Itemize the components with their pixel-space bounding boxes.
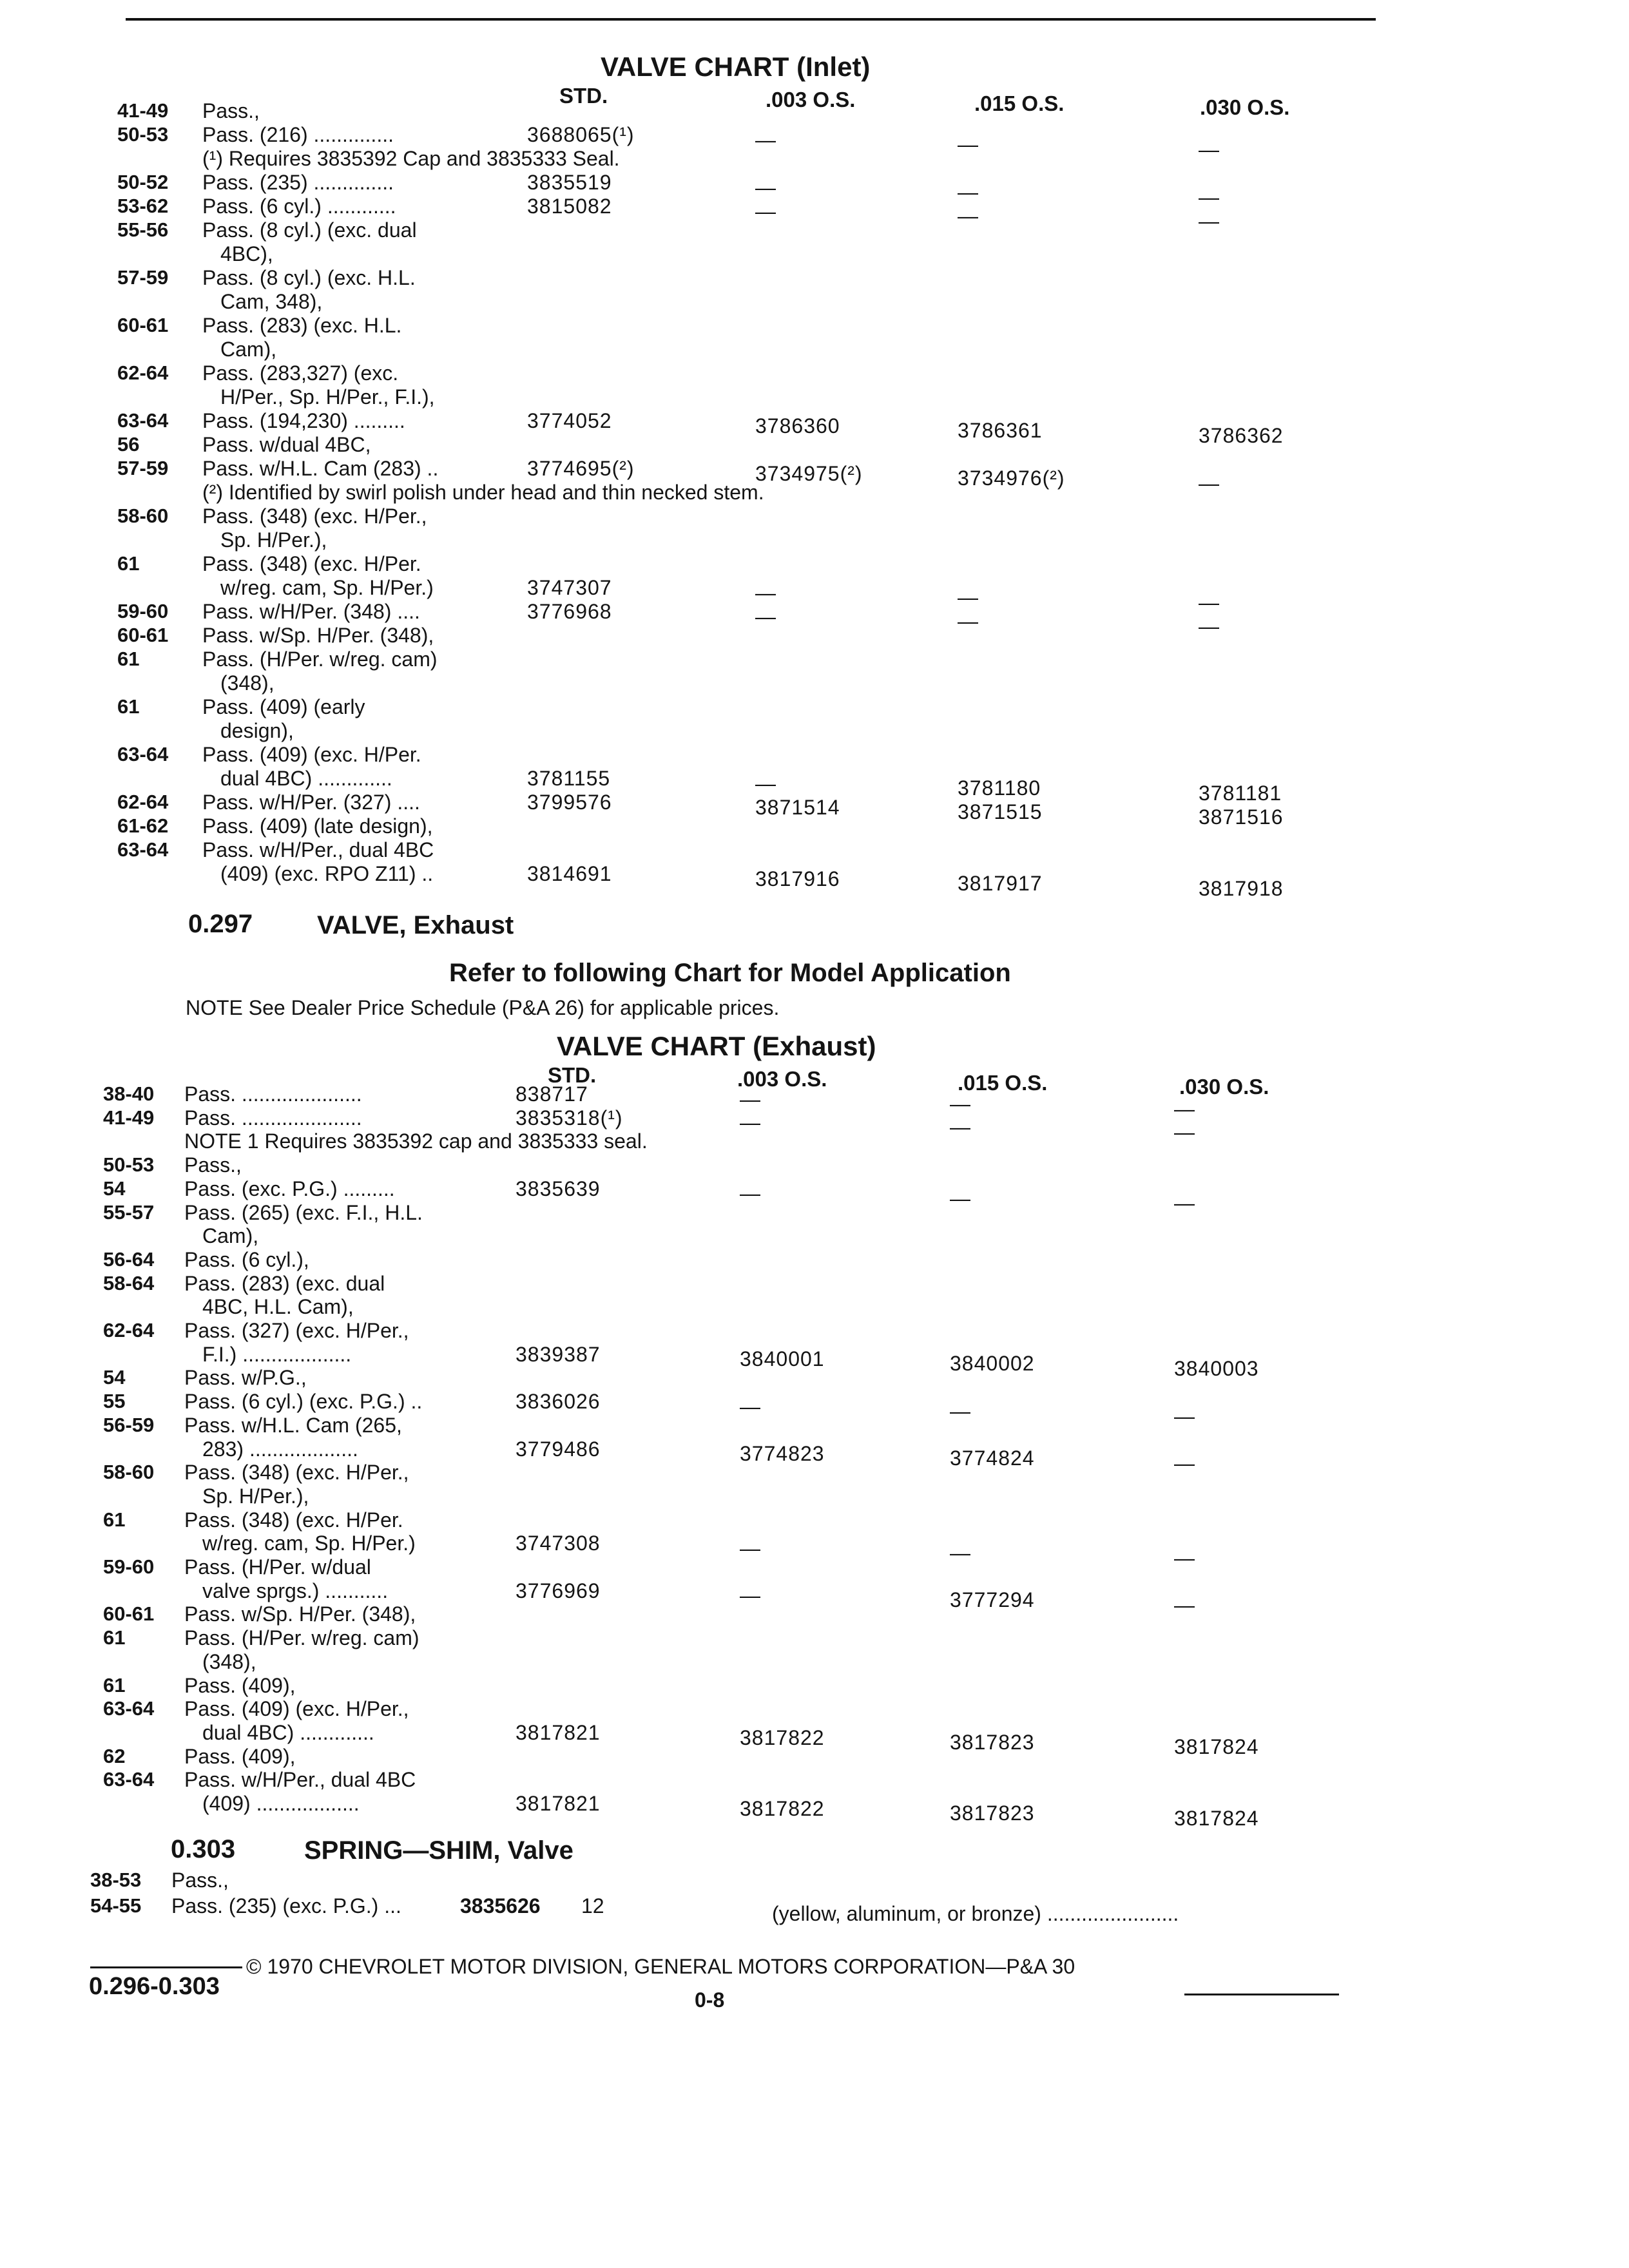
table-row <box>0 433 1629 459</box>
application-text: dual 4BC) ............. <box>202 1720 374 1744</box>
application-text: Pass. w/H/Per., dual 4BC <box>184 1768 416 1792</box>
model-years: 58-60 <box>103 1461 155 1484</box>
application-text: Pass. w/Sp. H/Per. (348), <box>202 624 434 647</box>
part-number-os003: — <box>755 581 776 604</box>
table-row <box>0 1869 1629 1894</box>
part-number-os030: — <box>1199 614 1220 638</box>
part-number-os015: 3817917 <box>958 871 1043 895</box>
part-number-os003: 3734975(²) <box>755 461 863 485</box>
application-text: Pass. (235) .............. <box>202 171 394 194</box>
model-years: 62-64 <box>103 1319 155 1341</box>
table-row <box>0 1272 1629 1298</box>
model-years: 56 <box>117 433 140 456</box>
application-text: Pass. (283) (exc. H.L. <box>202 314 402 337</box>
model-years: 54-55 <box>90 1894 142 1917</box>
column-header: .015 O.S. <box>958 1071 1048 1095</box>
model-years: 57-59 <box>117 266 169 289</box>
part-number-std: 3688065(¹) <box>527 123 635 146</box>
part-number-std: 3835519 <box>527 171 612 194</box>
column-header: .030 O.S. <box>1179 1075 1269 1099</box>
table-row <box>0 1650 1629 1676</box>
table-row <box>0 1768 1629 1794</box>
model-years: 61 <box>117 552 140 575</box>
model-years: 63-64 <box>103 1768 155 1791</box>
part-number-os003: — <box>755 604 776 628</box>
application-text: Cam), <box>220 338 277 361</box>
footer-copyright: © 1970 CHEVROLET MOTOR DIVISION, GENERAL MOTORS CORPORATION—P&A 30 <box>246 1955 1075 1978</box>
table-row <box>0 505 1629 530</box>
inlet-chart-title: VALVE CHART (Inlet) <box>601 52 871 82</box>
exhaust-refer-text: Refer to following Chart for Model Application <box>449 959 1011 987</box>
model-years: 63-64 <box>117 838 169 861</box>
part-number-os003: 3840001 <box>740 1347 825 1371</box>
model-years: 60-61 <box>103 1602 155 1626</box>
model-years: 58-60 <box>117 505 169 527</box>
column-header: .003 O.S. <box>737 1067 827 1091</box>
application-text: Pass. (235) (exc. P.G.) ... <box>171 1894 401 1917</box>
table-row <box>0 695 1629 721</box>
column-header: .030 O.S. <box>1200 95 1290 119</box>
table-row <box>0 266 1629 292</box>
part-number-os030: 3817824 <box>1174 1806 1259 1830</box>
footer-rule-right <box>1184 1994 1339 1995</box>
application-text: Pass. (283,327) (exc. <box>202 361 399 385</box>
part-number-os030: — <box>1174 1191 1195 1215</box>
part-number-os015: — <box>950 1541 971 1565</box>
footer-section-range: 0.296-0.303 <box>89 1973 220 2000</box>
model-years: 62-64 <box>117 361 169 384</box>
application-text: Cam), <box>202 1224 259 1248</box>
application-text: Pass. (6 cyl.) (exc. P.G.) .. <box>184 1390 423 1414</box>
part-number-os015: 3817823 <box>950 1801 1035 1825</box>
part-number-os015: 3817823 <box>950 1730 1035 1754</box>
table-row <box>0 242 1629 268</box>
application-text: Pass. (H/Per. w/dual <box>184 1555 371 1579</box>
table-row <box>0 1792 1629 1830</box>
application-text: Pass. (327) (exc. H/Per., <box>184 1319 409 1342</box>
table-row <box>0 624 1629 649</box>
part-number-std: 3781155 <box>527 767 611 790</box>
application-text: (409) (exc. RPO Z11) .. <box>220 862 434 885</box>
part-number-std: 3815082 <box>527 195 612 218</box>
table-row <box>0 1461 1629 1486</box>
application-text: Pass. (409) (exc. H/Per. <box>202 743 421 766</box>
table-row <box>0 1894 1629 1925</box>
application-text: Pass. (409) (late design), <box>202 814 433 838</box>
application-text: Pass. (6 cyl.), <box>184 1247 309 1271</box>
application-text: Pass. (283) (exc. dual <box>184 1271 385 1295</box>
table-row <box>0 1414 1629 1439</box>
table-row <box>0 99 1629 125</box>
model-years: 50-53 <box>117 123 169 146</box>
application-text: Pass. (8 cyl.) (exc. dual <box>202 218 417 242</box>
application-text: Pass. (348) (exc. H/Per., <box>202 505 427 528</box>
model-years: 61 <box>103 1626 126 1649</box>
part-number-os003: — <box>740 1182 761 1206</box>
model-years: 41-49 <box>117 99 169 122</box>
application-text: (348), <box>202 1649 256 1673</box>
application-text: 283) ................... <box>202 1437 358 1461</box>
part-number-os030: — <box>1174 1546 1195 1570</box>
table-row <box>0 719 1629 745</box>
part-number-os003: 3871514 <box>755 795 840 819</box>
part-number: 3835626 <box>460 1894 541 1917</box>
application-text: Pass. (409) (early <box>202 695 365 718</box>
table-row <box>0 290 1629 316</box>
application-text: Pass. (265) (exc. F.I., H.L. <box>184 1200 423 1224</box>
application-text: Pass., <box>202 99 260 122</box>
table-row <box>0 147 1629 173</box>
part-number-os003: 3817822 <box>740 1796 825 1820</box>
part-number-os030: — <box>1199 471 1220 495</box>
column-header: STD. <box>548 1063 597 1087</box>
part-number-std: 3836026 <box>516 1390 601 1414</box>
part-number-os015: — <box>950 1399 971 1423</box>
part-number-os030: — <box>1199 185 1220 209</box>
part-number-os003: 3774823 <box>740 1442 825 1466</box>
application-text: Pass. (exc. P.G.) ......... <box>184 1177 395 1200</box>
part-number-os015: — <box>958 609 979 633</box>
quantity: 12 <box>581 1894 604 1917</box>
application-text: Pass., <box>184 1153 242 1177</box>
model-years: 55-56 <box>117 218 169 241</box>
model-years: 60-61 <box>117 314 169 336</box>
application-text: Pass. (348) (exc. H/Per., <box>184 1461 409 1485</box>
part-number-std: 3799576 <box>527 791 612 814</box>
table-row <box>0 361 1629 387</box>
model-years: 62 <box>103 1744 126 1767</box>
application-text: Pass. (409), <box>184 1744 296 1768</box>
application-text: w/reg. cam, Sp. H/Per.) <box>220 576 434 599</box>
part-number-os015: — <box>950 1115 971 1139</box>
footer-page-number: 0-8 <box>695 1988 725 2012</box>
model-years: 62-64 <box>117 791 169 813</box>
part-number-os003: — <box>740 1111 761 1135</box>
application-text: Pass. (194,230) ......... <box>202 409 405 432</box>
application-text: Pass. (409) (exc. H/Per., <box>184 1697 409 1721</box>
table-row <box>0 528 1629 554</box>
model-years: 63-64 <box>103 1697 155 1720</box>
part-number-os030: 3871516 <box>1199 805 1284 829</box>
table-row <box>0 1366 1629 1392</box>
table-row <box>0 1485 1629 1510</box>
footer-rule-left <box>90 1966 242 1968</box>
table-row <box>0 1674 1629 1700</box>
table-row <box>0 338 1629 363</box>
application-text: Pass. w/H.L. Cam (265, <box>184 1413 402 1437</box>
model-years: 50-52 <box>117 171 169 193</box>
model-years: 55-57 <box>103 1200 155 1224</box>
table-row <box>0 1153 1629 1179</box>
application-text: Pass. (8 cyl.) (exc. H.L. <box>202 266 416 289</box>
model-years: 61 <box>117 695 140 718</box>
part-number-os003: — <box>740 1394 761 1418</box>
model-years: 53-62 <box>117 195 169 217</box>
part-number-os003: — <box>755 199 776 223</box>
model-years: 63-64 <box>117 743 169 765</box>
table-row <box>0 481 1629 506</box>
part-number-os030: — <box>1199 590 1220 614</box>
part-number-os030: — <box>1199 137 1220 161</box>
table-row <box>0 218 1629 244</box>
model-years: 58-64 <box>103 1271 155 1294</box>
part-number-std: 3776968 <box>527 600 612 623</box>
part-number-os003: — <box>740 1087 761 1111</box>
table-row <box>0 1319 1629 1345</box>
model-years: 38-40 <box>103 1082 155 1105</box>
exhaust-price-note: NOTE See Dealer Price Schedule (P&A 26) for applicable prices. <box>186 996 780 1019</box>
model-years: 60-61 <box>117 624 169 646</box>
table-row <box>0 314 1629 340</box>
application-text: Pass. (348) (exc. H/Per. <box>184 1508 403 1532</box>
part-number-os003: — <box>755 175 776 199</box>
table-row <box>0 552 1629 578</box>
part-number-std: 3817821 <box>516 1720 601 1744</box>
part-number-std: 3747307 <box>527 576 612 599</box>
application-text: Sp. H/Per.), <box>220 528 327 552</box>
table-row <box>0 671 1629 697</box>
part-number-std: 3839387 <box>516 1342 601 1366</box>
application-text: Sp. H/Per.), <box>202 1484 309 1508</box>
part-number-std: 3776969 <box>516 1579 601 1602</box>
part-number-os003: 3817822 <box>740 1725 825 1749</box>
part-number-os015: 3786361 <box>958 418 1043 442</box>
part-number-os015: — <box>958 204 979 227</box>
part-number-os015: 3840002 <box>950 1352 1035 1376</box>
part-number-std: 3835639 <box>516 1177 601 1200</box>
table-row <box>0 743 1629 769</box>
table-row <box>0 1602 1629 1628</box>
part-number-std: 3774052 <box>527 409 612 432</box>
part-number-os015: 3871515 <box>958 800 1043 823</box>
application-text: (¹) Requires 3835392 Cap and 3835333 Seal. <box>202 147 620 170</box>
application-text: Pass. w/H/Per. (348) .... <box>202 600 420 623</box>
table-row <box>0 648 1629 673</box>
application-text: 4BC), <box>220 242 273 265</box>
table-row <box>0 385 1629 411</box>
table-row <box>0 1508 1629 1534</box>
model-years: 41-49 <box>103 1106 155 1129</box>
column-header: .015 O.S. <box>974 91 1065 115</box>
spring-section-number: 0.303 <box>171 1835 236 1863</box>
part-number-os003: 3817916 <box>755 867 840 890</box>
column-header: .003 O.S. <box>766 88 856 111</box>
application-text: (²) Identified by swirl polish under head and thin necked stem. <box>202 481 764 504</box>
part-number-std: 838717 <box>516 1082 588 1106</box>
application-text: F.I.) ................... <box>202 1342 352 1366</box>
table-row <box>0 1745 1629 1771</box>
table-row <box>0 1129 1629 1155</box>
part-number-os003: — <box>755 771 776 795</box>
part-number-os015: — <box>958 132 979 156</box>
part-number-os030: — <box>1174 1120 1195 1144</box>
exhaust-section-name: VALVE, Exhaust <box>317 911 514 939</box>
application-text: Pass. (348) (exc. H/Per. <box>202 552 421 575</box>
model-years: 61 <box>103 1508 126 1531</box>
part-number-os015: — <box>958 585 979 609</box>
table-row <box>0 1295 1629 1321</box>
application-text: Pass. w/H.L. Cam (283) .. <box>202 457 439 480</box>
application-text: (348), <box>220 671 275 695</box>
model-years: 38-53 <box>90 1869 142 1891</box>
part-description: (yellow, aluminum, or bronze) ....................... <box>772 1902 1179 1925</box>
model-years: 50-53 <box>103 1153 155 1177</box>
application-text: Pass. ..................... <box>184 1106 362 1129</box>
part-number-os015: 3777294 <box>950 1588 1035 1612</box>
model-years: 56-64 <box>103 1247 155 1271</box>
part-number-os003: 3786360 <box>755 414 840 437</box>
table-row <box>0 1555 1629 1581</box>
part-number-os030: — <box>1174 1097 1195 1120</box>
part-number-os015: — <box>958 180 979 204</box>
application-text: design), <box>220 719 294 742</box>
model-years: 57-59 <box>117 457 169 479</box>
application-text: Pass. w/dual 4BC, <box>202 433 371 456</box>
part-number-os030: 3786362 <box>1199 423 1284 447</box>
part-number-os030: 3817824 <box>1174 1735 1259 1759</box>
part-number-std: 3817821 <box>516 1792 601 1815</box>
part-number-os003: — <box>755 128 776 151</box>
part-number-std: 3747308 <box>516 1532 601 1555</box>
exhaust-chart-title: VALVE CHART (Exhaust) <box>557 1031 876 1061</box>
top-rule <box>126 18 1376 21</box>
part-number-os003: — <box>740 1536 761 1560</box>
application-text: Pass. w/P.G., <box>184 1366 307 1390</box>
part-number-os003: — <box>740 1584 761 1608</box>
part-number-os015: — <box>950 1091 971 1115</box>
application-text: Pass. (H/Per. w/reg. cam) <box>184 1626 419 1650</box>
model-years: 54 <box>103 1366 126 1389</box>
application-text: 4BC, H.L. Cam), <box>202 1295 354 1319</box>
model-years: 59-60 <box>103 1555 155 1578</box>
part-number-os030: 3840003 <box>1174 1357 1259 1381</box>
model-years: 55 <box>103 1390 126 1413</box>
part-number-os015: — <box>950 1186 971 1210</box>
column-header: STD. <box>559 84 608 108</box>
part-number-os030: — <box>1174 1593 1195 1617</box>
model-years: 59-60 <box>117 600 169 622</box>
application-text: (409) .................. <box>202 1792 360 1815</box>
part-number-std: 3835318(¹) <box>516 1106 623 1129</box>
model-years: 63-64 <box>117 409 169 432</box>
spring-section-name: SPRING—SHIM, Valve <box>304 1836 574 1865</box>
part-number-os015: 3734976(²) <box>958 466 1065 490</box>
table-row <box>0 1224 1629 1250</box>
application-text: Pass. (H/Per. w/reg. cam) <box>202 648 438 671</box>
application-text: NOTE 1 Requires 3835392 cap and 3835333 seal. <box>184 1129 648 1153</box>
application-text: valve sprgs.) ........... <box>202 1579 389 1602</box>
application-text: Pass. w/Sp. H/Per. (348), <box>184 1602 416 1626</box>
part-number-std: 3779486 <box>516 1437 601 1461</box>
model-years: 61-62 <box>117 814 169 837</box>
application-text: Pass. (6 cyl.) ............ <box>202 195 396 218</box>
application-text: w/reg. cam, Sp. H/Per.) <box>202 1532 416 1555</box>
part-number-os030: 3781181 <box>1199 781 1282 805</box>
application-text: H/Per., Sp. H/Per., F.I.), <box>220 385 435 408</box>
model-years: 61 <box>117 648 140 670</box>
application-text: Pass., <box>171 1869 229 1892</box>
table-row <box>0 1626 1629 1652</box>
table-row <box>0 814 1629 840</box>
exhaust-section-number: 0.297 <box>188 910 253 938</box>
table-row <box>0 1248 1629 1274</box>
part-number-os030: — <box>1174 1452 1195 1475</box>
part-number-os030: 3817918 <box>1199 876 1284 900</box>
part-number-os015: 3781180 <box>958 776 1041 800</box>
application-text: Pass. w/H/Per., dual 4BC <box>202 838 434 861</box>
application-text: dual 4BC) ............. <box>220 767 392 790</box>
application-text: Pass. (216) .............. <box>202 123 394 146</box>
model-years: 54 <box>103 1177 126 1200</box>
part-number-os015: 3774824 <box>950 1446 1035 1470</box>
part-number-os030: — <box>1174 1404 1195 1428</box>
table-row <box>0 862 1629 900</box>
table-row <box>0 1201 1629 1227</box>
part-number-os030: — <box>1199 209 1220 233</box>
application-text: Pass. ..................... <box>184 1082 362 1106</box>
model-years: 56-59 <box>103 1413 155 1436</box>
table-row <box>0 1697 1629 1723</box>
model-years: 61 <box>103 1673 126 1696</box>
table-row <box>0 838 1629 864</box>
part-number-std: 3814691 <box>527 862 612 885</box>
application-text: Pass. w/H/Per. (327) .... <box>202 791 420 814</box>
application-text: Pass. (409), <box>184 1673 296 1697</box>
part-number-std: 3774695(²) <box>527 457 635 480</box>
application-text: Cam, 348), <box>220 290 323 313</box>
